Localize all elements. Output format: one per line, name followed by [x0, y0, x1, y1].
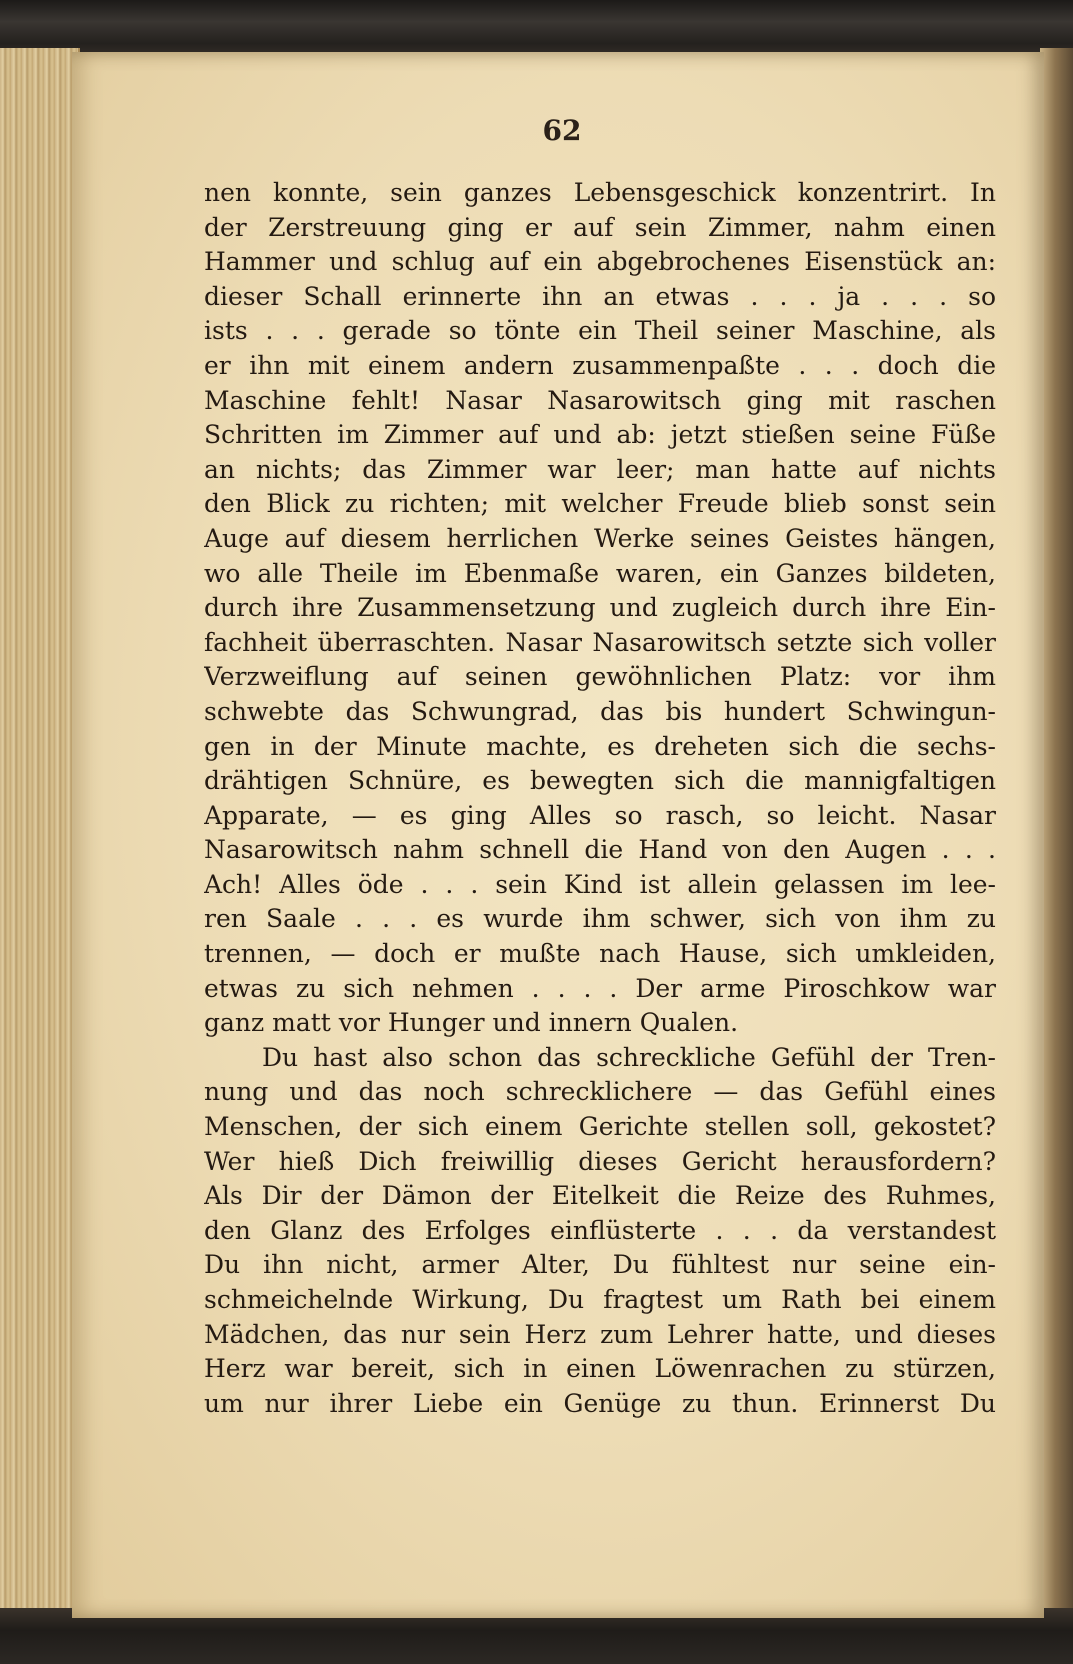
text-line-paragraph-start: Du hast also schon das schreckliche Gefühl der Tren- [262, 1042, 996, 1072]
body-text [204, 176, 996, 1421]
text-line: etwas zu sich nehmen . . . . Der arme Piroschkow war [204, 973, 996, 1003]
text-line: Wer hieß Dich freiwillig dieses Gericht herausfordern? [204, 1146, 996, 1176]
book-page [72, 52, 1044, 1618]
text-line: Als Dir der Dämon der Eitelkeit die Reize des Ruhmes, [204, 1181, 996, 1211]
text-line: Verzweiflung auf seinen gewöhnlichen Platz: vor ihm [204, 662, 996, 692]
text-line: nung und das noch schrecklichere — das Gefühl eines [204, 1077, 996, 1107]
text-line: Mädchen, das nur sein Herz zum Lehrer hatte, und dieses [204, 1319, 996, 1349]
text-line: Du ihn nicht, armer Alter, Du fühltest nur seine ein- [204, 1250, 996, 1280]
text-line: drähtigen Schnüre, es bewegten sich die mannigfaltigen [204, 766, 996, 796]
text-line: Maschine fehlt! Nasar Nasarowitsch ging mit raschen [204, 385, 996, 415]
text-line: Schritten im Zimmer auf und ab: jetzt stießen seine Füße [204, 420, 996, 450]
text-line: Hammer und schlug auf ein abgebrochenes Eisenstück an: [204, 247, 996, 277]
text-line: Menschen, der sich einem Gerichte stellen soll, gekostet? [204, 1112, 996, 1142]
text-line: Ach! Alles öde . . . sein Kind ist allein gelassen im lee- [204, 869, 996, 899]
text-line: an nichts; das Zimmer war leer; man hatte auf nichts [204, 454, 996, 484]
text-line: er ihn mit einem andern zusammenpaßte . . . doch die [204, 350, 996, 380]
text-line: Nasarowitsch nahm schnell die Hand von den Augen . . . [204, 835, 996, 865]
text-line: Apparate, — es ging Alles so rasch, so leicht. Nasar [204, 800, 996, 830]
text-line: schwebte das Schwungrad, das bis hundert Schwingun- [204, 696, 996, 726]
text-line: wo alle Theile im Ebenmaße waren, ein Ganzes bildeten, [204, 558, 996, 588]
text-line: den Blick zu richten; mit welcher Freude blieb sonst sein [204, 489, 996, 519]
page-number: 62 [542, 114, 582, 147]
text-line: trennen, — doch er mußte nach Hause, sich umkleiden, [204, 939, 996, 969]
text-line: der Zerstreuung ging er auf sein Zimmer, nahm einen [204, 212, 996, 242]
text-line: ists . . . gerade so tönte ein Theil seiner Maschine, als [204, 316, 996, 346]
text-line: Herz war bereit, sich in einen Löwenrachen zu stürzen, [204, 1354, 996, 1384]
text-line: den Glanz des Erfolges einflüsterte . . . da verstandest [204, 1215, 996, 1245]
text-line: durch ihre Zusammensetzung und zugleich durch ihre Ein- [204, 593, 996, 623]
text-line: dieser Schall erinnerte ihn an etwas . . . ja . . . so [204, 281, 996, 311]
text-line-paragraph-end: ganz matt vor Hunger und innern Qualen. [204, 1008, 739, 1038]
text-line: nen konnte, sein ganzes Lebensgeschick konzentrirt. In [204, 178, 996, 207]
text-line: um nur ihrer Liebe ein Genüge zu thun. Erinnerst Du [204, 1388, 996, 1418]
text-line: fachheit überraschten. Nasar Nasarowitsch setzte sich voller [204, 627, 996, 657]
text-line: gen in der Minute machte, es dreheten sich die sechs- [204, 731, 996, 761]
text-line: Auge auf diesem herrlichen Werke seines Geistes hängen, [204, 523, 996, 553]
book-gutter-right [1040, 48, 1073, 1628]
text-line: ren Saale . . . es wurde ihm schwer, sich von ihm zu [204, 904, 996, 934]
text-line: schmeichelnde Wirkung, Du fragtest um Rath bei einem [204, 1285, 996, 1314]
page-edges-left [0, 48, 80, 1628]
